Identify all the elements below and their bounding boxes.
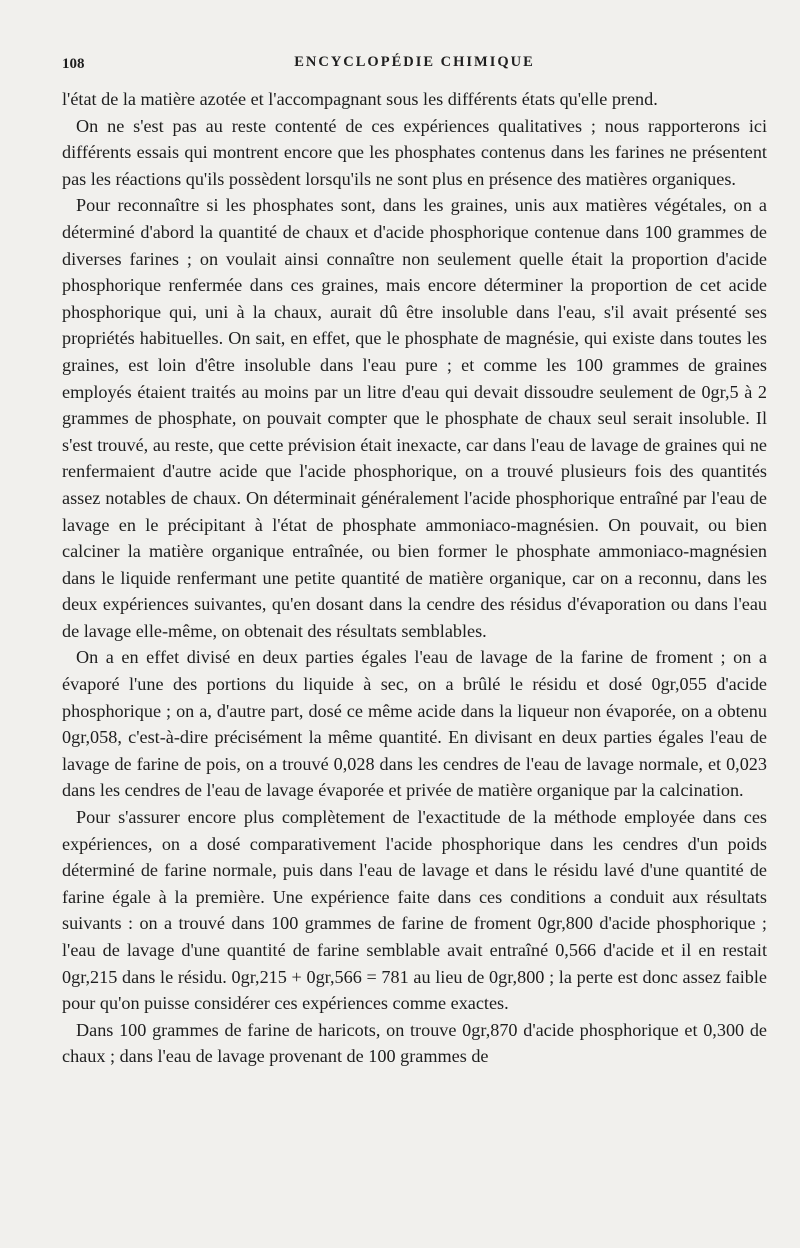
paragraph: l'état de la matière azotée et l'accompagnant sous les différents états qu'elle prend. [62,89,658,109]
body-text [62,86,767,1070]
paragraph: Pour reconnaître si les phosphates sont, dans les graines, unis aux matières végétales, on a déterminé d'abord la quantité de chaux et d'acide phosphorique contenue dans 100 grammes de diverses farines ; on voulait ainsi connaître non seulement quelle était la proportion d'acide phosphorique renfermée dans ces graines, mais encore déterminer la proportion de cet acide phosphorique qui, uni à la chaux, aurait dû être insoluble dans l'eau, s'il avait présenté ses propriétés habituelles. On sait, en effet, que le phosphate de magnésie, qui existe dans toutes les graines, est loin d'être insoluble dans l'eau pure ; et comme les 100 grammes de graines employés étaient traités au moins par un litre d'eau qui devait dissoudre seulement de 0gr,5 à 2 grammes de phosphate, on pouvait compter que le phosphate de chaux seul serait insoluble. Il s'est trouvé, au reste, que cette prévision était inexacte, car dans l'eau de lavage de graines qui ne renfermaient d'autre acide que l'acide phosphorique, on a trouvé plusieurs fois des quantités assez notables de chaux. On déterminait généralement l'acide phosphorique entraîné par l'eau de lavage en le précipitant à l'état de phosphate ammoniaco-magnésien. On pouvait, ou bien calciner la matière organique entraînée, ou bien former le phosphate ammoniaco-magnésien dans le liquide renfermant une petite quantité de matière organique, car on a reconnu, dans les deux expériences suivantes, qu'en dosant dans la cendre des résidus d'évaporation ou dans l'eau de lavage elle-même, on obtenait des résultats semblables. [62,195,767,641]
paragraph: On a en effet divisé en deux parties égales l'eau de lavage de la farine de froment ; on a évaporé l'une des portions du liquide à sec, on a brûlé le résidu et dosé 0gr,055 d'acide phosphorique ; on a, d'autre part, dosé ce même acide dans la liqueur non évaporée, on a obtenu 0gr,058, c'est-à-dire précisément la même quantité. En divisant en deux parties égales l'eau de lavage de farine de pois, on a trouvé 0,028 dans les cendres de l'eau de lavage normale, et 0,023 dans les cendres de l'eau de lavage évaporée et privée de matière organique par la calcination. [62,647,767,801]
paragraph: Dans 100 grammes de farine de haricots, on trouve 0gr,870 d'acide phosphorique et 0,300 de chaux ; dans l'eau de lavage provenant de 100 grammes de [62,1019,767,1067]
paragraph: On ne s'est pas au reste contenté de ces expériences qualitatives ; nous rapporterons ici différents essais qui montrent encore que les phosphates contenus dans les farines ne présentent pas les réactions qu'ils possèdent lorsqu'ils ne sont plus en présence des matières organiques. [62,115,767,189]
page-header [62,48,767,74]
book-page [62,48,767,1070]
page-number: 108 [62,56,85,72]
running-title: ENCYCLOPÉDIE CHIMIQUE [294,54,535,70]
paragraph: Pour s'assurer encore plus complètement de l'exactitude de la méthode employée dans ces expériences, on a dosé comparativement l'acide phosphorique dans les cendres d'un poids déterminé de farine normale, puis dans l'eau de lavage et dans le résidu lavé d'une quantité de farine égale à la première. Une expérience faite dans ces conditions a conduit aux résultats suivants : on a trouvé dans 100 grammes de farine de froment 0gr,800 d'acide phosphorique ; l'eau de lavage d'une quantité de farine semblable avait entraîné 0,566 d'acide et il en restait 0gr,215 dans le résidu. 0gr,215 + 0gr,566 = 781 au lieu de 0gr,800 ; la perte est donc assez faible pour qu'on puisse considérer ces expériences comme exactes. [62,807,767,1014]
